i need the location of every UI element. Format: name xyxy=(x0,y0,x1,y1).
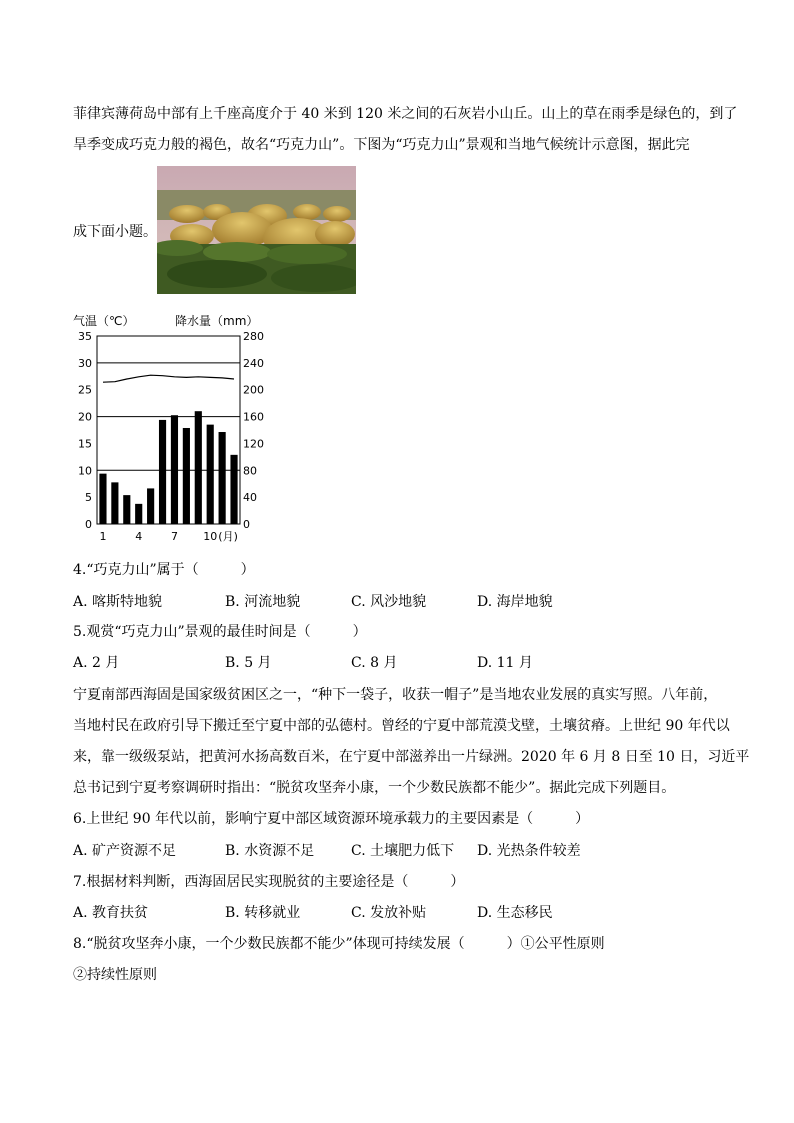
q6-option-d[interactable]: D. 光热条件较差 xyxy=(477,843,581,859)
intro-line-2: 旱季变成巧克力般的褐色，故名“巧克力山”。下图为“巧克力山”景观和当地气候统计示意图，据此完 xyxy=(73,137,690,153)
passage2-line-4: 总书记到宁夏考察调研时指出：“脱贫攻坚奔小康，一个少数民族都不能少”。据此完成下列题目。 xyxy=(73,780,676,796)
month-unit-label: (月) xyxy=(218,530,238,543)
temperature-tick-label: 5 xyxy=(85,491,92,505)
q7-option-c[interactable]: C. 发放补贴 xyxy=(351,905,427,921)
q4-option-c[interactable]: C. 风沙地貌 xyxy=(351,594,427,610)
precipitation-tick-label: 80 xyxy=(243,464,257,478)
precipitation-bar xyxy=(111,482,118,524)
passage2-line-3: 来，靠一级级泵站，把黄河水扬高数百米，在宁夏中部滋养出一片绿洲。2020 年 6 月 8 日至 10 日，习近平 xyxy=(73,749,750,765)
q4-option-d[interactable]: D. 海岸地貌 xyxy=(477,594,553,610)
precipitation-tick-label: 200 xyxy=(243,383,264,397)
q6-option-b[interactable]: B. 水资源不足 xyxy=(225,843,315,859)
precipitation-bar xyxy=(147,488,154,524)
q5-option-b[interactable]: B. 5 月 xyxy=(225,655,272,671)
q7-option-a[interactable]: A. 教育扶贫 xyxy=(73,905,149,921)
precipitation-bar xyxy=(171,415,178,524)
temperature-curve-group xyxy=(103,375,234,382)
precipitation-bar xyxy=(183,428,190,524)
precipitation-bars xyxy=(99,411,237,524)
temperature-curve xyxy=(103,375,234,382)
q4-option-b[interactable]: B. 河流地貌 xyxy=(225,594,301,610)
temperature-tick-label: 15 xyxy=(78,437,92,451)
month-tick-label: 7 xyxy=(170,530,178,543)
precipitation-tick-label: 240 xyxy=(243,356,264,370)
q7-option-d[interactable]: D. 生态移民 xyxy=(477,905,553,921)
q7-option-b[interactable]: B. 转移就业 xyxy=(225,905,301,921)
question-7-stem: 7.根据材料判断，西海固居民实现脱贫的主要途径是（ ） xyxy=(73,874,465,890)
precipitation-bar xyxy=(99,474,106,524)
climate-chart xyxy=(70,310,290,550)
precipitation-tick-label: 160 xyxy=(243,410,264,424)
precipitation-tick-label: 120 xyxy=(243,437,264,451)
intro-line-3: 成下面小题。 xyxy=(73,224,157,240)
temperature-tick-label: 20 xyxy=(78,410,92,424)
question-8-stem: 8.“脱贫攻坚奔小康，一个少数民族都不能少”体现可持续发展（ ）①公平性原则 xyxy=(73,936,605,952)
month-tick-label: 4 xyxy=(135,530,143,543)
question-6-stem: 6.上世纪 90 年代以前，影响宁夏中部区域资源环境承载力的主要因素是（ ） xyxy=(73,811,590,827)
q6-option-a[interactable]: A. 矿产资源不足 xyxy=(73,843,177,859)
question-4-stem: 4.“巧克力山”属于（ ） xyxy=(73,562,255,578)
precipitation-bar xyxy=(207,425,214,524)
q5-option-a[interactable]: A. 2 月 xyxy=(73,655,120,671)
precipitation-tick-label: 0 xyxy=(243,518,250,531)
temperature-tick-label: 30 xyxy=(78,356,92,370)
precipitation-bar xyxy=(159,420,166,524)
temperature-tick-label: 35 xyxy=(78,330,92,343)
precipitation-bar xyxy=(230,455,237,524)
temperature-tick-label: 10 xyxy=(78,464,92,478)
passage2-line-1: 宁夏南部西海固是国家级贫困区之一，“种下一袋子，收获一帽子”是当地农业发展的真实写照。八年前， xyxy=(73,687,718,703)
temperature-axis-label: 气温（℃） xyxy=(73,314,135,328)
passage2-line-2: 当地村民在政府引导下搬迁至宁夏中部的弘德村。曾经的宁夏中部荒漠戈壁，土壤贫瘠。上世纪 90 年代以 xyxy=(73,718,730,734)
q6-option-c[interactable]: C. 土壤肥力低下 xyxy=(351,843,455,859)
month-tick-label: 10 xyxy=(203,530,218,543)
q5-option-d[interactable]: D. 11 月 xyxy=(477,655,533,671)
intro-line-1: 菲律宾薄荷岛中部有上千座高度介于 40 米到 120 米之间的石灰岩小山丘。山上的草在雨季是绿色的，到了 xyxy=(73,106,738,122)
question-5-stem: 5.观赏“巧克力山”景观的最佳时间是（ ） xyxy=(73,624,367,640)
precipitation-axis-label: 降水量（mm） xyxy=(175,314,259,328)
precipitation-bar xyxy=(195,411,202,524)
chocolate-hills-photo xyxy=(157,166,356,294)
precipitation-bar xyxy=(123,495,130,524)
temperature-tick-label: 25 xyxy=(78,383,92,397)
precipitation-tick-label: 280 xyxy=(243,330,264,343)
precipitation-bar xyxy=(219,432,226,524)
precipitation-bar xyxy=(135,504,142,524)
q4-option-a[interactable]: A. 喀斯特地貌 xyxy=(73,594,163,610)
precipitation-tick-label: 40 xyxy=(243,491,257,505)
question-8-continuation: ②持续性原则 xyxy=(73,967,157,983)
q5-option-c[interactable]: C. 8 月 xyxy=(351,655,398,671)
temperature-tick-label: 0 xyxy=(85,518,92,531)
month-tick-label: 1 xyxy=(99,530,107,543)
